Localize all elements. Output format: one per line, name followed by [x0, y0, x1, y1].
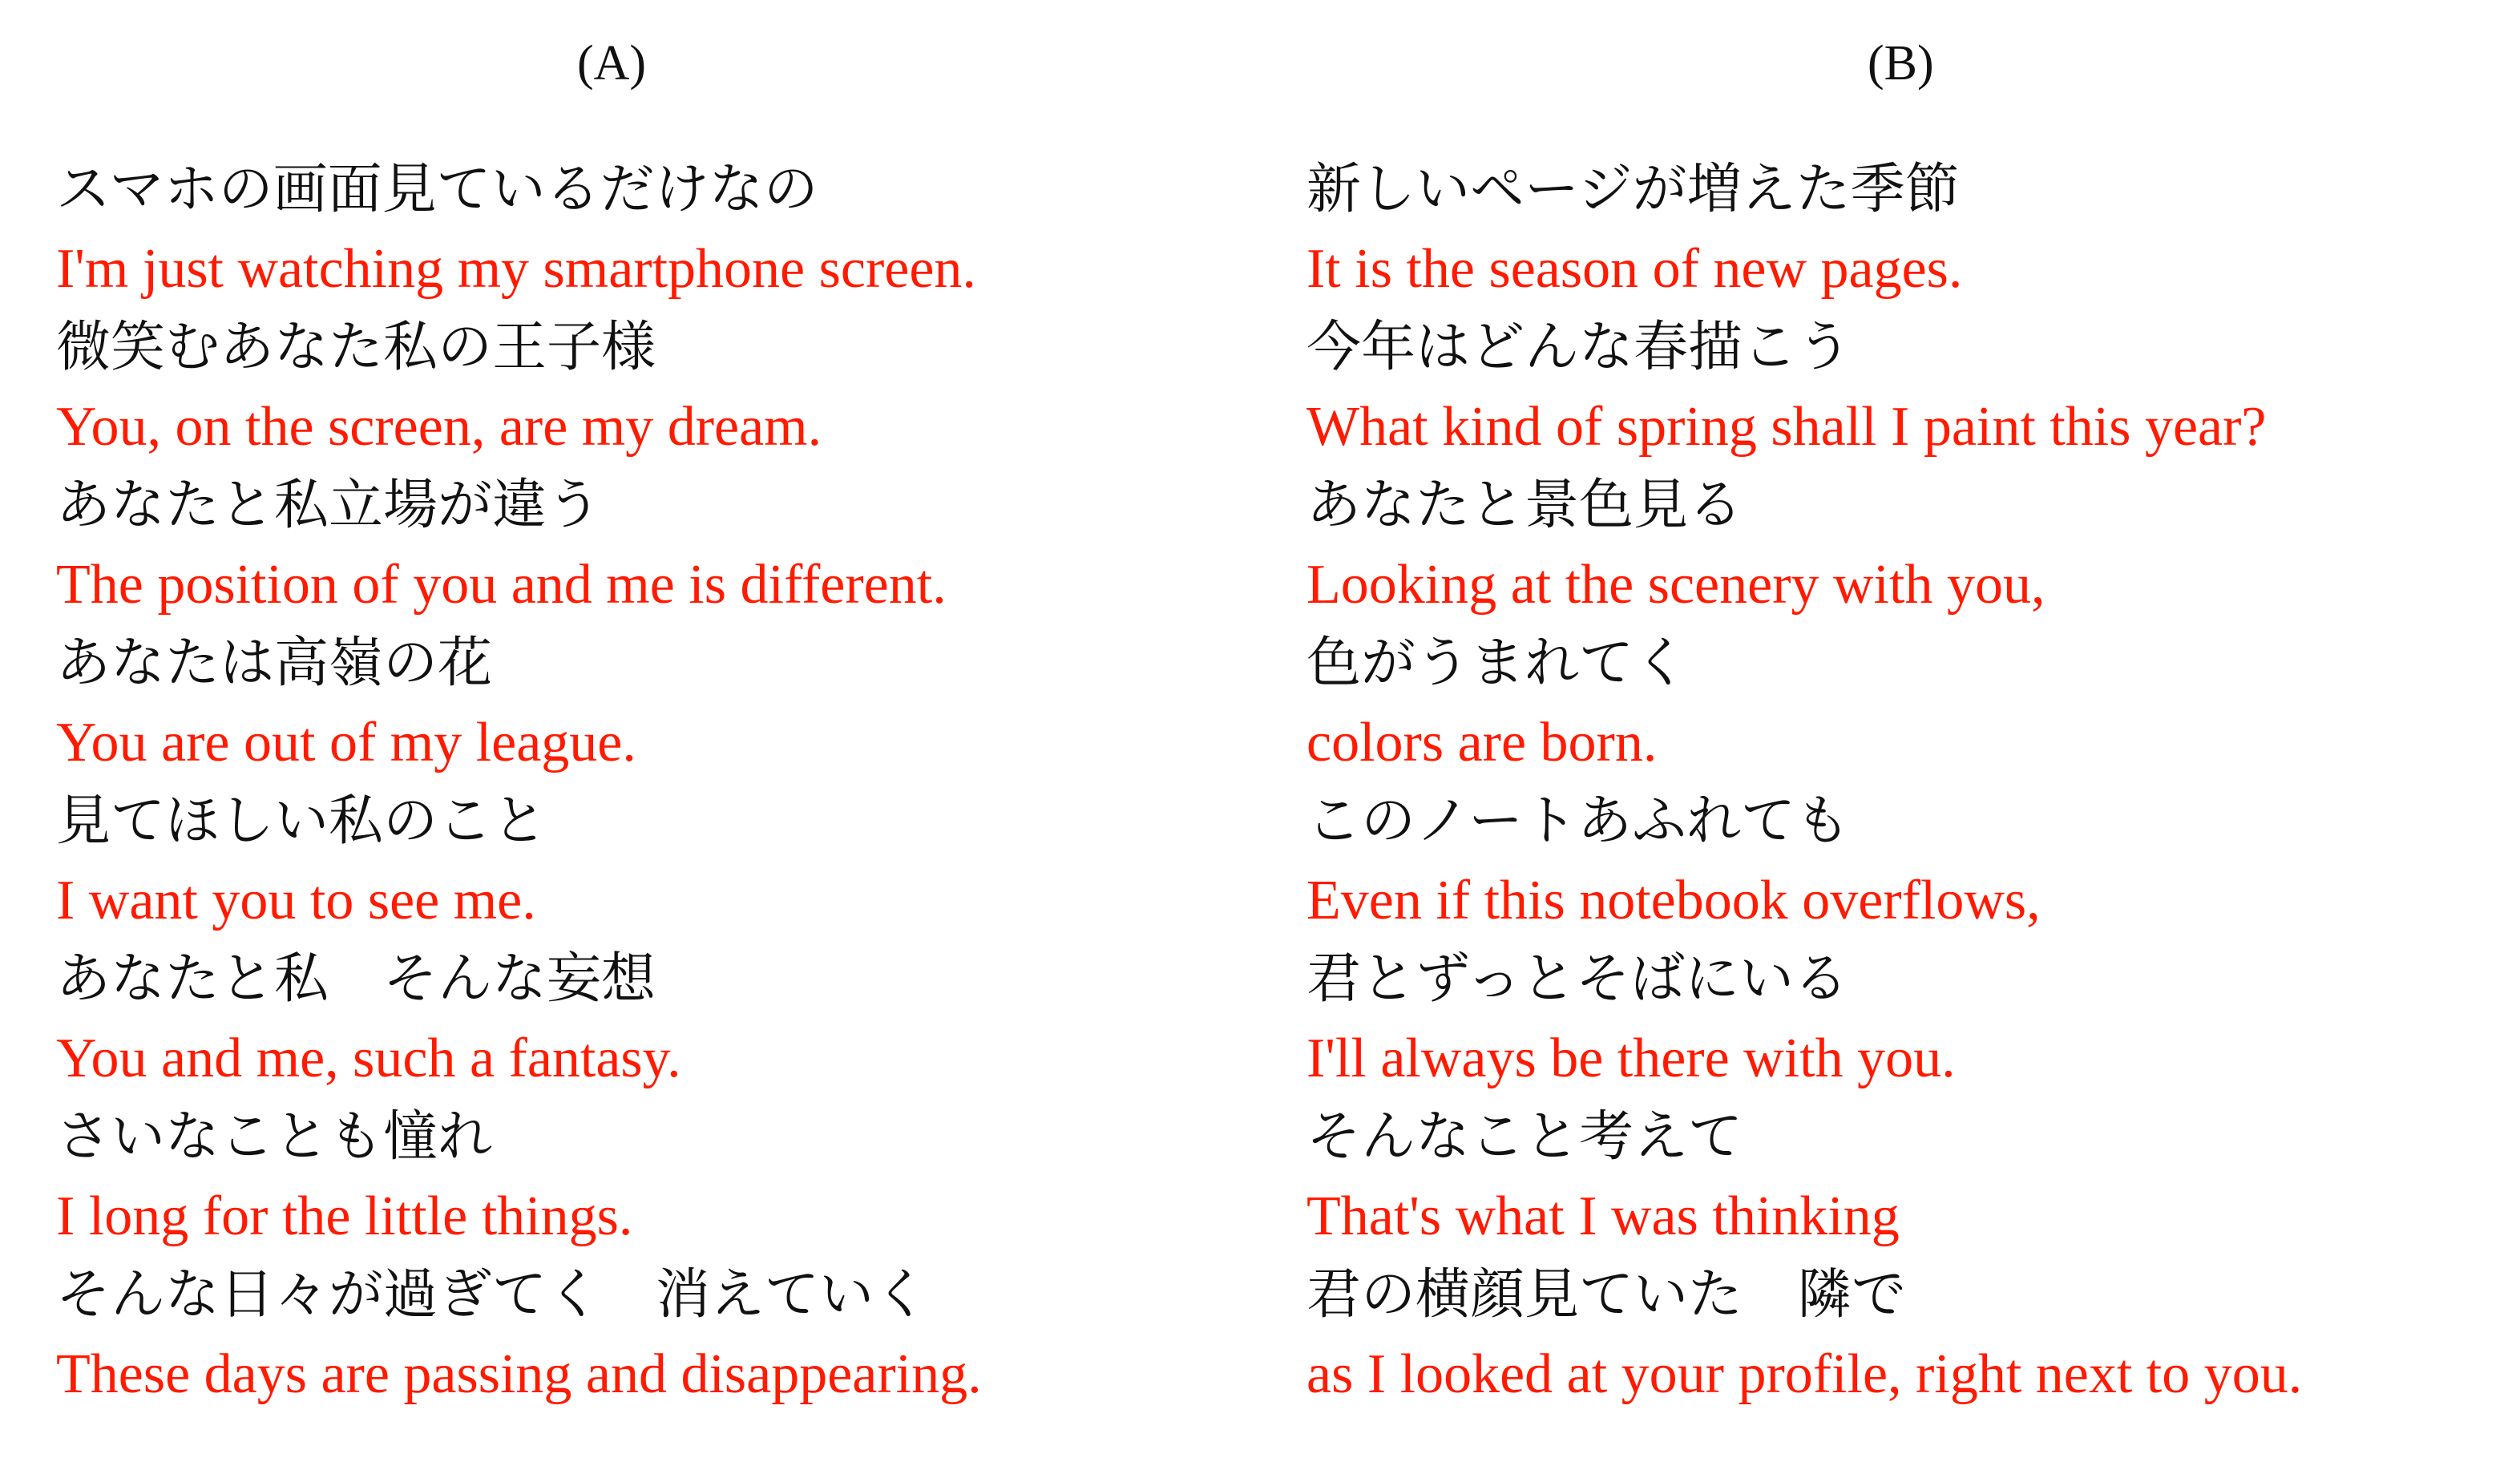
lyrics-list-a	[56, 151, 1242, 1414]
japanese-line: あなたと私立場が違う	[56, 474, 602, 537]
english-translation: What kind of spring shall I paint this year?	[1306, 395, 2267, 458]
japanese-line: スマホの画面見ているだけなの	[56, 158, 818, 221]
japanese-line: 新しいページが増えた季節	[1306, 158, 1960, 221]
japanese-line: 君の横顔見ていた 隣で	[1306, 1263, 1907, 1327]
english-translation: It is the season of new pages.	[1306, 237, 1963, 300]
japanese-line: さいなことも憧れ	[56, 1105, 493, 1169]
english-translation: The position of you and me is different.	[56, 553, 947, 616]
japanese-line: あなたと景色見る	[1306, 474, 1743, 537]
japanese-line: 君とずっとそばにいる	[1306, 947, 1848, 1011]
japanese-line: あなたと私 そんな妄想	[56, 947, 656, 1011]
english-translation: I want you to see me.	[56, 869, 536, 931]
japanese-line: このノートあふれても	[1306, 790, 1850, 853]
japanese-line: 色がうまれてく	[1306, 632, 1689, 695]
english-translation: I'll always be there with you.	[1306, 1027, 1956, 1089]
column-label-a: (A)	[577, 36, 647, 91]
english-translation: I'm just watching my smartphone screen.	[56, 237, 976, 300]
column-label-b: (B)	[1868, 36, 1934, 91]
english-translation: Even if this notebook overflows,	[1306, 869, 2041, 931]
english-translation: as I looked at your profile, right next to you.	[1306, 1343, 2303, 1405]
lyrics-list-b	[1306, 151, 2493, 1414]
japanese-line: 今年はどんな春描こう	[1306, 316, 1852, 379]
lyrics-column-b	[1306, 0, 2493, 1462]
lyrics-column-a	[56, 0, 1242, 1462]
japanese-line: あなたは高嶺の花	[56, 632, 493, 695]
english-translation: You are out of my league.	[56, 711, 636, 773]
english-translation: colors are born.	[1306, 711, 1658, 773]
english-translation: These days are passing and disappearing.	[56, 1343, 982, 1405]
japanese-line: 微笑むあなた私の王子様	[56, 316, 656, 379]
japanese-line: そんなこと考えて	[1306, 1105, 1743, 1169]
english-translation: You, on the screen, are my dream.	[56, 395, 822, 458]
english-translation: Looking at the scenery with you,	[1306, 553, 2045, 616]
english-translation: That's what I was thinking	[1306, 1185, 1900, 1247]
japanese-line: 見てほしい私のこと	[56, 790, 547, 853]
english-translation: You and me, such a fantasy.	[56, 1027, 681, 1089]
english-translation: I long for the little things.	[56, 1185, 633, 1247]
japanese-line: そんな日々が過ぎてく 消えていく	[56, 1263, 929, 1327]
